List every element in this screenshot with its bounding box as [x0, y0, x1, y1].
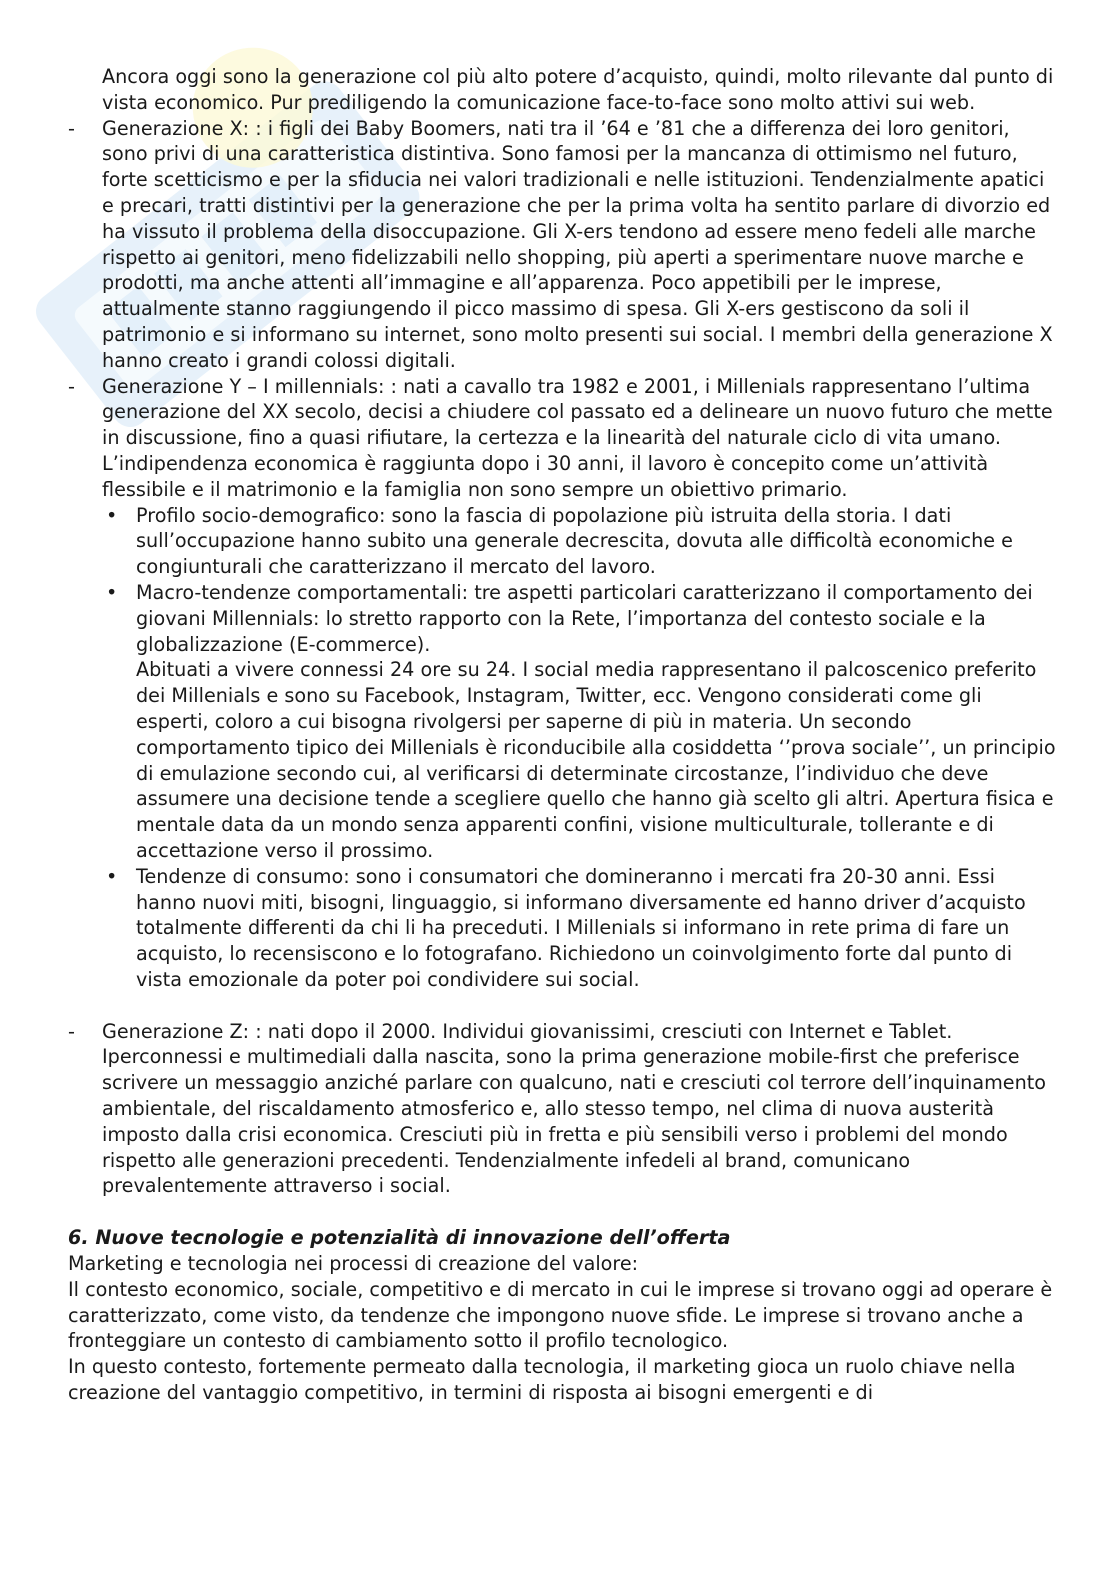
generation-z-text: Generazione Z: : nati dopo il 2000. Individui giovanissimi, cresciuti con Internet e Tablet. Iperconnessi e multimediali dalla nascita, sono la prima generazione mobile-first che preferisce scrivere un messaggio anziché parlare con qualcuno, nati e cresciuti col terrore dell’inquinamento ambientale, del riscaldamento atmosferico e, allo stesso tempo, nel clima di nuova austerità imposto dalla crisi economica. Cresciuti più in fretta e più sensibili verso i problemi del mondo rispetto alle generazioni precedenti. Tendenzialmente infedeli al brand, comunicano prevalentemente attraverso i social.: [102, 1019, 1047, 1198]
generation-x-text: Generazione X: : i figli dei Baby Boomers, nati tra il ’64 e ’81 che a differenza dei loro genitori, sono privi di una caratteristica distintiva. Sono famosi per la mancanza di ottimismo nel futuro, forte scetticismo e per la sfiducia nei valori tradizionali e nelle istituzioni. Tendenzialmente apatici e precari, tratti distintivi per la generazione che per la prima volta ha sentito parlare di divorzio ed ha vissuto il problema della disoccupazione. Gli X-ers tendono ad essere meno fedeli alle marche rispetto ai genitori, meno fidelizzabili nello shopping, più aperti a sperimentare nuove marche e prodotti, ma anche attenti all’immagine e all’apparenza. Poco appetibili per le imprese, attualmente stanno raggiungendo il picco massimo di spesa. Gli X-ers gestiscono da soli il patrimonio e si informano su internet, sono molto presenti sui social. I membri della generazione X hanno creato i grandi colossi digitali.: [102, 116, 1053, 372]
list-item-generation-z: [68, 1019, 1058, 1200]
bullet-text: Profilo socio-demografico: sono la fascia di popolazione più istruita della storia. I dati sull’occupazione hanno subito una generale decrescita, dovuta alle difficoltà economiche e congiunturali che caratterizzano il mercato del lavoro.: [136, 503, 1013, 579]
bullet-item-macro-tendenze: [102, 580, 1058, 864]
intro-paragraph: Ancora oggi sono la generazione col più alto potere d’acquisto, quindi, molto rilevante dal punto di vista economico. Pur prediligendo la comunicazione face-to-face sono molto attivi sui web.: [102, 65, 1054, 114]
bullet-icon: •: [106, 503, 118, 527]
document-body: [68, 64, 1058, 1406]
section-paragraph: In questo contesto, fortemente permeato dalla tecnologia, il marketing gioca un ruolo chiave nella creazione del vantaggio competitivo, in termini di risposta ai bisogni emergenti e di: [68, 1355, 1016, 1405]
list-item-generation-y: [68, 374, 1058, 503]
bullet-item-tendenze-consumo: [102, 864, 1058, 993]
bullet-continuation-text: Abituati a vivere connessi 24 ore su 24. I social media rappresentano il palcoscenico preferito dei Millenials e sono su Facebook, Instagram, Twitter, ecc. Vengono considerati come gli esperti, coloro a cui bisogna rivolgersi per saperne di più in materia. Un secondo comportamento tipico dei Millenials è riconducibile alla cosiddetta ‘’prova sociale’’, un principio di emulazione secondo cui, al verificarsi di determinate circostanze, l’individuo che deve assumere una decisione tende a scegliere quello che hanno già scelto gli altri. Apertura fisica e mentale data da un mondo senza apparenti confini, visione multiculturale, tollerante e di accettazione verso il prossimo.: [136, 658, 1056, 862]
dash-marker: -: [68, 374, 75, 398]
bullet-text: Tendenze di consumo: sono i consumatori che domineranno i mercati fra 20-30 anni. Essi hanno nuovi miti, bisogni, linguaggio, si informano diversamente ed hanno driver d’acquisto totalmente differenti da chi li ha preceduti. I Millenials si informano in rete prima di fare un acquisto, lo recensiscono e lo fotografano. Richiedono un coinvolgimento forte dal punto di vista emozionale da poter poi condividere sui social.: [136, 864, 1026, 991]
dash-marker: -: [68, 1019, 75, 1043]
spacer: [68, 1199, 1058, 1225]
spacer: [68, 993, 1058, 1019]
bullet-item-profilo: [102, 503, 1058, 580]
generation-y-text: Generazione Y – I millennials: : nati a cavallo tra 1982 e 2001, i Millenials rappresentano l’ultima generazione del XX secolo, decisi a chiudere col passato ed a delineare un nuovo futuro che mette in discussione, fino a quasi rifiutare, la certezza e la linearità del naturale ciclo di vita umano. L’indipendenza economica è raggiunta dopo i 30 anni, il lavoro è concepito come un’attività flessibile e il matrimonio e la famiglia non sono sempre un obiettivo primario.: [102, 374, 1053, 501]
section-heading: 6. Nuove tecnologie e potenzialità di innovazione dell’offerta: [68, 1226, 731, 1250]
bullet-icon: •: [106, 864, 118, 888]
millennials-bullet-list: [102, 503, 1058, 993]
bullet-icon: •: [106, 580, 118, 604]
bullet-text: Macro-tendenze comportamentali: tre aspetti particolari caratterizzano il comportamento dei giovani Millennials: lo stretto rapporto con la Rete, l’importanza del contesto sociale e la globalizzazione (E-commerce).: [136, 580, 1033, 656]
dash-marker: -: [68, 116, 75, 140]
section-subtitle: Marketing e tecnologia nei processi di creazione del valore:: [68, 1252, 639, 1276]
section-paragraph: Il contesto economico, sociale, competitivo e di mercato in cui le imprese si trovano oggi ad operare è caratterizzato, come visto, da tendenze che impongono nuove sfide. Le imprese si trovano anche a fronteggiare un contesto di cambiamento sotto il profilo tecnologico.: [68, 1277, 1053, 1353]
list-item-generation-x: [68, 116, 1058, 374]
